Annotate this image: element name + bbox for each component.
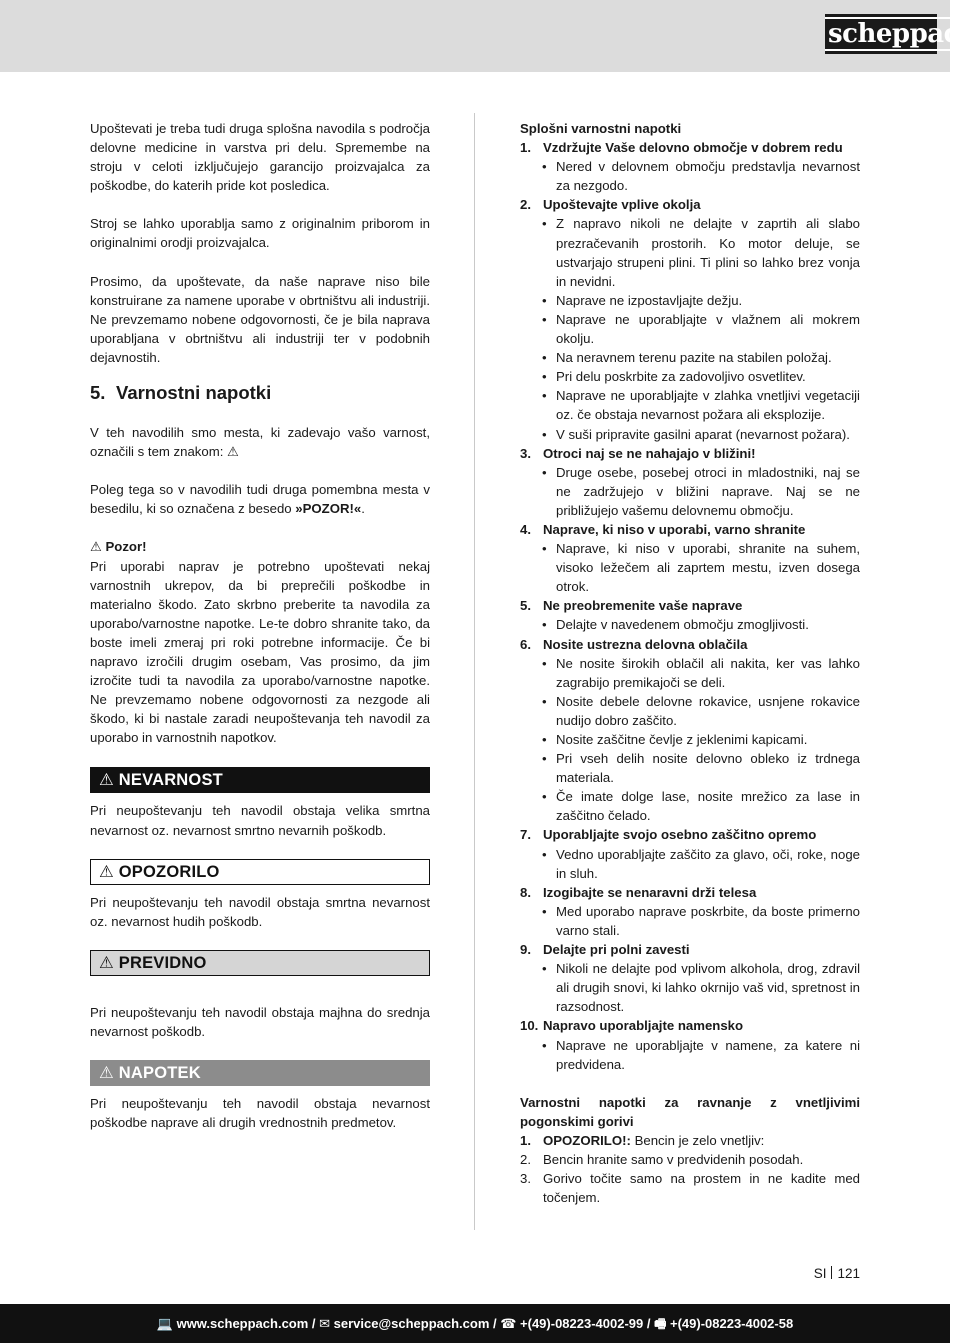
safety-item-title: Uporabljajte svojo osebno zaščitno opremo [543,827,817,843]
safety-item-number: 10. [520,1018,539,1034]
safety-item [520,825,860,844]
safety-bullet-text: Delajte v navedenem območju zmogljivosti. [556,617,809,633]
paragraph-pozor: Poleg tega so v navodilih tudi druga pomembna mesta v besedilu, ki so označena z besedo »POZOR!«. [90,482,430,517]
safety-bullet-text: Nosite debele delovne rokavice, usnjene rokavice nudijo dobro zaščito. [556,693,860,728]
caution-box: ⚠ PREVIDNO [90,950,430,976]
safety-item-title: Nosite ustrezna delovna oblačila [543,636,748,652]
safety-item [520,520,860,539]
bullet-icon: • [542,388,547,404]
left-column [90,119,430,1132]
bullet-icon: • [542,617,547,633]
safety-bullet-text: Če imate dolge lase, nosite mrežico za lase in zaščitno čelado. [556,789,860,824]
safety-bullet-text: Naprave ne uporabljajte v zlahka vnetljivi vegetaciji oz. če obstaja nevarnost požara ali eksplozije. [556,388,860,423]
safety-bullet [520,291,860,310]
safety-item [520,138,860,157]
bullet-icon: • [542,426,547,442]
safety-bullet-text: Pri vseh delih nosite delovno obleko iz trdnega materiala. [556,751,860,786]
page-number [790,1265,860,1283]
bullet-icon: • [542,464,547,480]
safety-bullet [520,539,860,596]
safety-bullet [520,310,860,348]
bullet-icon: • [542,693,547,709]
fuel-items-list [520,1131,860,1207]
warning-box: ⚠ OPOZORILO [90,859,430,885]
safety-item-number: 6. [520,636,531,652]
safety-item [520,596,860,615]
safety-bullet [520,615,860,634]
safety-item-number: 4. [520,521,531,537]
safety-item-title: Ne preobremenite vaše naprave [543,598,743,614]
safety-item-number: 9. [520,942,531,958]
column-divider [474,113,475,1230]
safety-bullet [520,367,860,386]
safety-bullet [520,845,860,883]
safety-bullet [520,463,860,520]
safety-bullet-text: Z napravo nikoli ne delajte v zaprtih ali slabo prezračevanih prostorih. Ko motor deluje, se ustvarjajo strupeni plini. Ti plini so lahko brez vonja in nevidni. [556,216,860,289]
brand-logo [825,14,978,54]
safety-bullet [520,959,860,1016]
safety-item-title: Napravo uporabljajte namensko [543,1018,744,1034]
danger-text: Pri neupoštevanju teh navodil obstaja velika smrtna nevarnost oz. nevarnost smrtno nevarnih poškodb. [90,803,430,838]
fuel-item-number: 3. [520,1171,531,1187]
safety-bullet-text: Naprave ne uporabljajte v vlažnem ali mokrem okolju. [556,311,860,347]
safety-bullet [520,787,860,825]
safety-item-title: Izogibajte se nenaravni drži telesa [543,884,757,900]
bullet-icon: • [542,159,547,175]
safety-bullet [520,902,860,940]
safety-bullet [520,157,860,195]
safety-item-title: Naprave, ki niso v uporabi, varno shranite [543,521,806,537]
safety-item-title: Otroci naj se ne nahajajo v bližini! [543,445,756,461]
bullet-icon: • [542,846,547,862]
safety-item-number: 7. [520,827,531,843]
safety-item-title: Vzdržujte Vaše delovno območje v dobrem redu [543,140,843,156]
header-band [0,0,950,72]
safety-item-number: 8. [520,884,531,900]
safety-bullet-text: Ne nosite širokih oblačil ali nakita, ker vas lahko zagrabijo premikajoči se deli. [556,655,860,690]
safety-bullet-text: Nered v delovnem območju predstavlja nevarnost za nezgodo. [556,159,860,194]
fuel-item [520,1131,860,1150]
bullet-icon: • [542,789,547,805]
fuel-safety-title: Varnostni napotki za ravnanje z vnetljivimi pogonskimi gorivi [520,1094,860,1129]
note-text: Pri neupoštevanju teh navodil obstaja nevarnost poškodbe naprave ali drugih vrednostnih predmetov. [90,1096,430,1131]
safety-item [520,1016,860,1035]
fuel-item-text: Gorivo točite samo na prostem in ne kadite med točenjem. [543,1171,860,1206]
safety-item-title: Delajte pri polni zavesti [543,942,690,958]
safety-bullet [520,692,860,730]
safety-item [520,635,860,654]
fuel-item-text: OPOZORILO!: Bencin je zelo vnetljiv: [543,1132,765,1148]
paragraph-symbol: V teh navodilih smo mesta, ki zadevajo vašo varnost, označili s tem znakom: ⚠ [90,425,430,460]
bullet-icon: • [542,216,547,232]
safety-item-title: Upoštevajte vplive okolja [543,197,701,213]
fuel-item-number: 1. [520,1132,531,1148]
safety-bullet-text: Druge osebe, posebej otroci in mladostniki, naj se ne zadržujejo v bližini naprave. Naj se ne približujejo vašemu delovnemu območju. [556,464,860,518]
safety-item [520,883,860,902]
bullet-icon: • [542,350,547,366]
bullet-icon: • [542,655,547,671]
paragraph-precautions: Pri uporabi naprav je potrebno upoštevati nekaj varnostnih ukrepov, da bi preprečili poškodbe in materialno škodo. Zato skrbno preberite ta navodila za uporabo/varnostne napotke. Le-te dobro shranite tako, da boste imeli zmeraj pri roki potrebne informacije. Če bi napravo izročili drugim osebam, Vas prosimo, da jim izročite tudi ta navodila za uporabo/varnostne napotke. Ne prevzemamo nobene odgovornosti za nezgode ali škodo, ki bi nastale zaradi neupoštevanja teh navodil za uporabo in varnostnih napotkov. [90,558,430,746]
logo-text: scheppach [825,17,980,51]
safety-bullet-text: Naprave ne uporabljajte v namene, za katere ni predvidena. [556,1037,860,1072]
safety-item [520,444,860,463]
bullet-icon: • [542,732,547,747]
section-heading [90,381,430,405]
footer-contact-bar: 💻 www.scheppach.com / ✉ service@scheppach.com / ☎ +(49)-08223-4002-99 / 🖷 +(49)-08223-4002-58 [0,1304,950,1343]
fuel-item-number: 2. [520,1151,531,1167]
fuel-item [520,1169,860,1207]
safety-bullet [520,425,860,444]
pozor-label: ⚠ Pozor! [90,539,147,555]
fuel-item [520,1150,860,1169]
safety-item [520,940,860,959]
bullet-icon: • [542,1037,547,1053]
safety-bullet-text: Med uporabo naprave poskrbite, da boste primerno varno stali. [556,903,860,938]
safety-items-list [520,138,860,1074]
safety-bullet [520,730,860,749]
safety-item-number: 5. [520,598,531,614]
note-box: ⚠ NAPOTEK [90,1060,430,1086]
bullet-icon: • [542,751,547,767]
bullet-icon: • [542,541,547,557]
safety-item-number: 2. [520,197,531,213]
safety-bullet [520,214,860,290]
safety-bullet-text: V suši pripravite gasilni aparat (nevarnost požara). [556,426,850,442]
safety-item [520,195,860,214]
section-title: Varnostni napotki [116,382,272,404]
bullet-icon: • [542,903,547,919]
safety-bullet [520,1036,860,1074]
safety-bullet [520,654,860,692]
warning-text: Pri neupoštevanju teh navodil obstaja smrtna nevarnost oz. nevarnost hudih poškodb. [90,894,430,929]
bullet-icon: • [542,961,547,977]
safety-bullet-text: Nikoli ne delajte pod vplivom alkohola, drog, zdravil ali drugih snovi, ki lahko okrnijo vaš vid, spretnost in razsodnost. [556,961,860,1015]
page-lang: SI [813,1266,827,1281]
section-number: 5. [90,382,106,404]
safety-bullet [520,386,860,424]
bullet-icon: • [542,311,547,327]
safety-bullet-text: Naprave ne izpostavljajte dežju. [556,292,743,308]
bullet-icon: • [542,369,547,385]
safety-bullet [520,749,860,787]
safety-bullet-text: Nosite zaščitne čevlje z jeklenimi kapicami. [556,732,808,747]
safety-bullet-text: Vedno uporabljajte zaščito za glavo, oči, roke, noge in sluh. [556,846,860,881]
safety-bullet [520,348,860,367]
safety-item-number: 1. [520,140,531,156]
danger-box: ⚠ NEVARNOST [90,767,430,793]
general-safety-title: Splošni varnostni napotki [520,121,682,136]
safety-bullet-text: Pri delu poskrbite za zadovoljivo osvetlitev. [556,369,806,385]
fuel-item-text: Bencin hranite samo v predvidenih posodah. [543,1151,804,1167]
paragraph-commercial-use: Prosimo, da upoštevate, da naše naprave niso bile konstruirane za namene uporabe v obrtništvu ali industriji. Ne prevzemamo nobene odgovornosti, če je bila naprava uporabljana v obrtništvu ali industriji ter v podobnih dejavnostih. [90,273,430,365]
safety-bullet-text: Naprave, ki niso v uporabi, shranite na suhem, visoko ležečem ali zaprtem mestu, izven dosega otrok. [556,541,860,595]
page-number-value: 121 [837,1266,860,1281]
caution-text: Pri neupoštevanju teh navodil obstaja majhna do srednja nevarnost poškodb. [90,1004,430,1039]
safety-item-number: 3. [520,445,531,461]
safety-bullet-text: Na neravnem terenu pazite na stabilen položaj. [556,350,832,366]
paragraph-accessories: Stroj se lahko uporablja samo z originalnim priborom in originalnimi orodji proizvajalca. [90,216,430,251]
right-column [520,119,860,1207]
paragraph-general: Upoštevati je treba tudi druga splošna navodila s področja delovne medicine in varstva pri delu. Spremembe na stroju v celoti izključujejo garancijo proizvajalca za poškodbe, do katerih pride kot posledica. [90,121,430,194]
bullet-icon: • [542,292,547,308]
